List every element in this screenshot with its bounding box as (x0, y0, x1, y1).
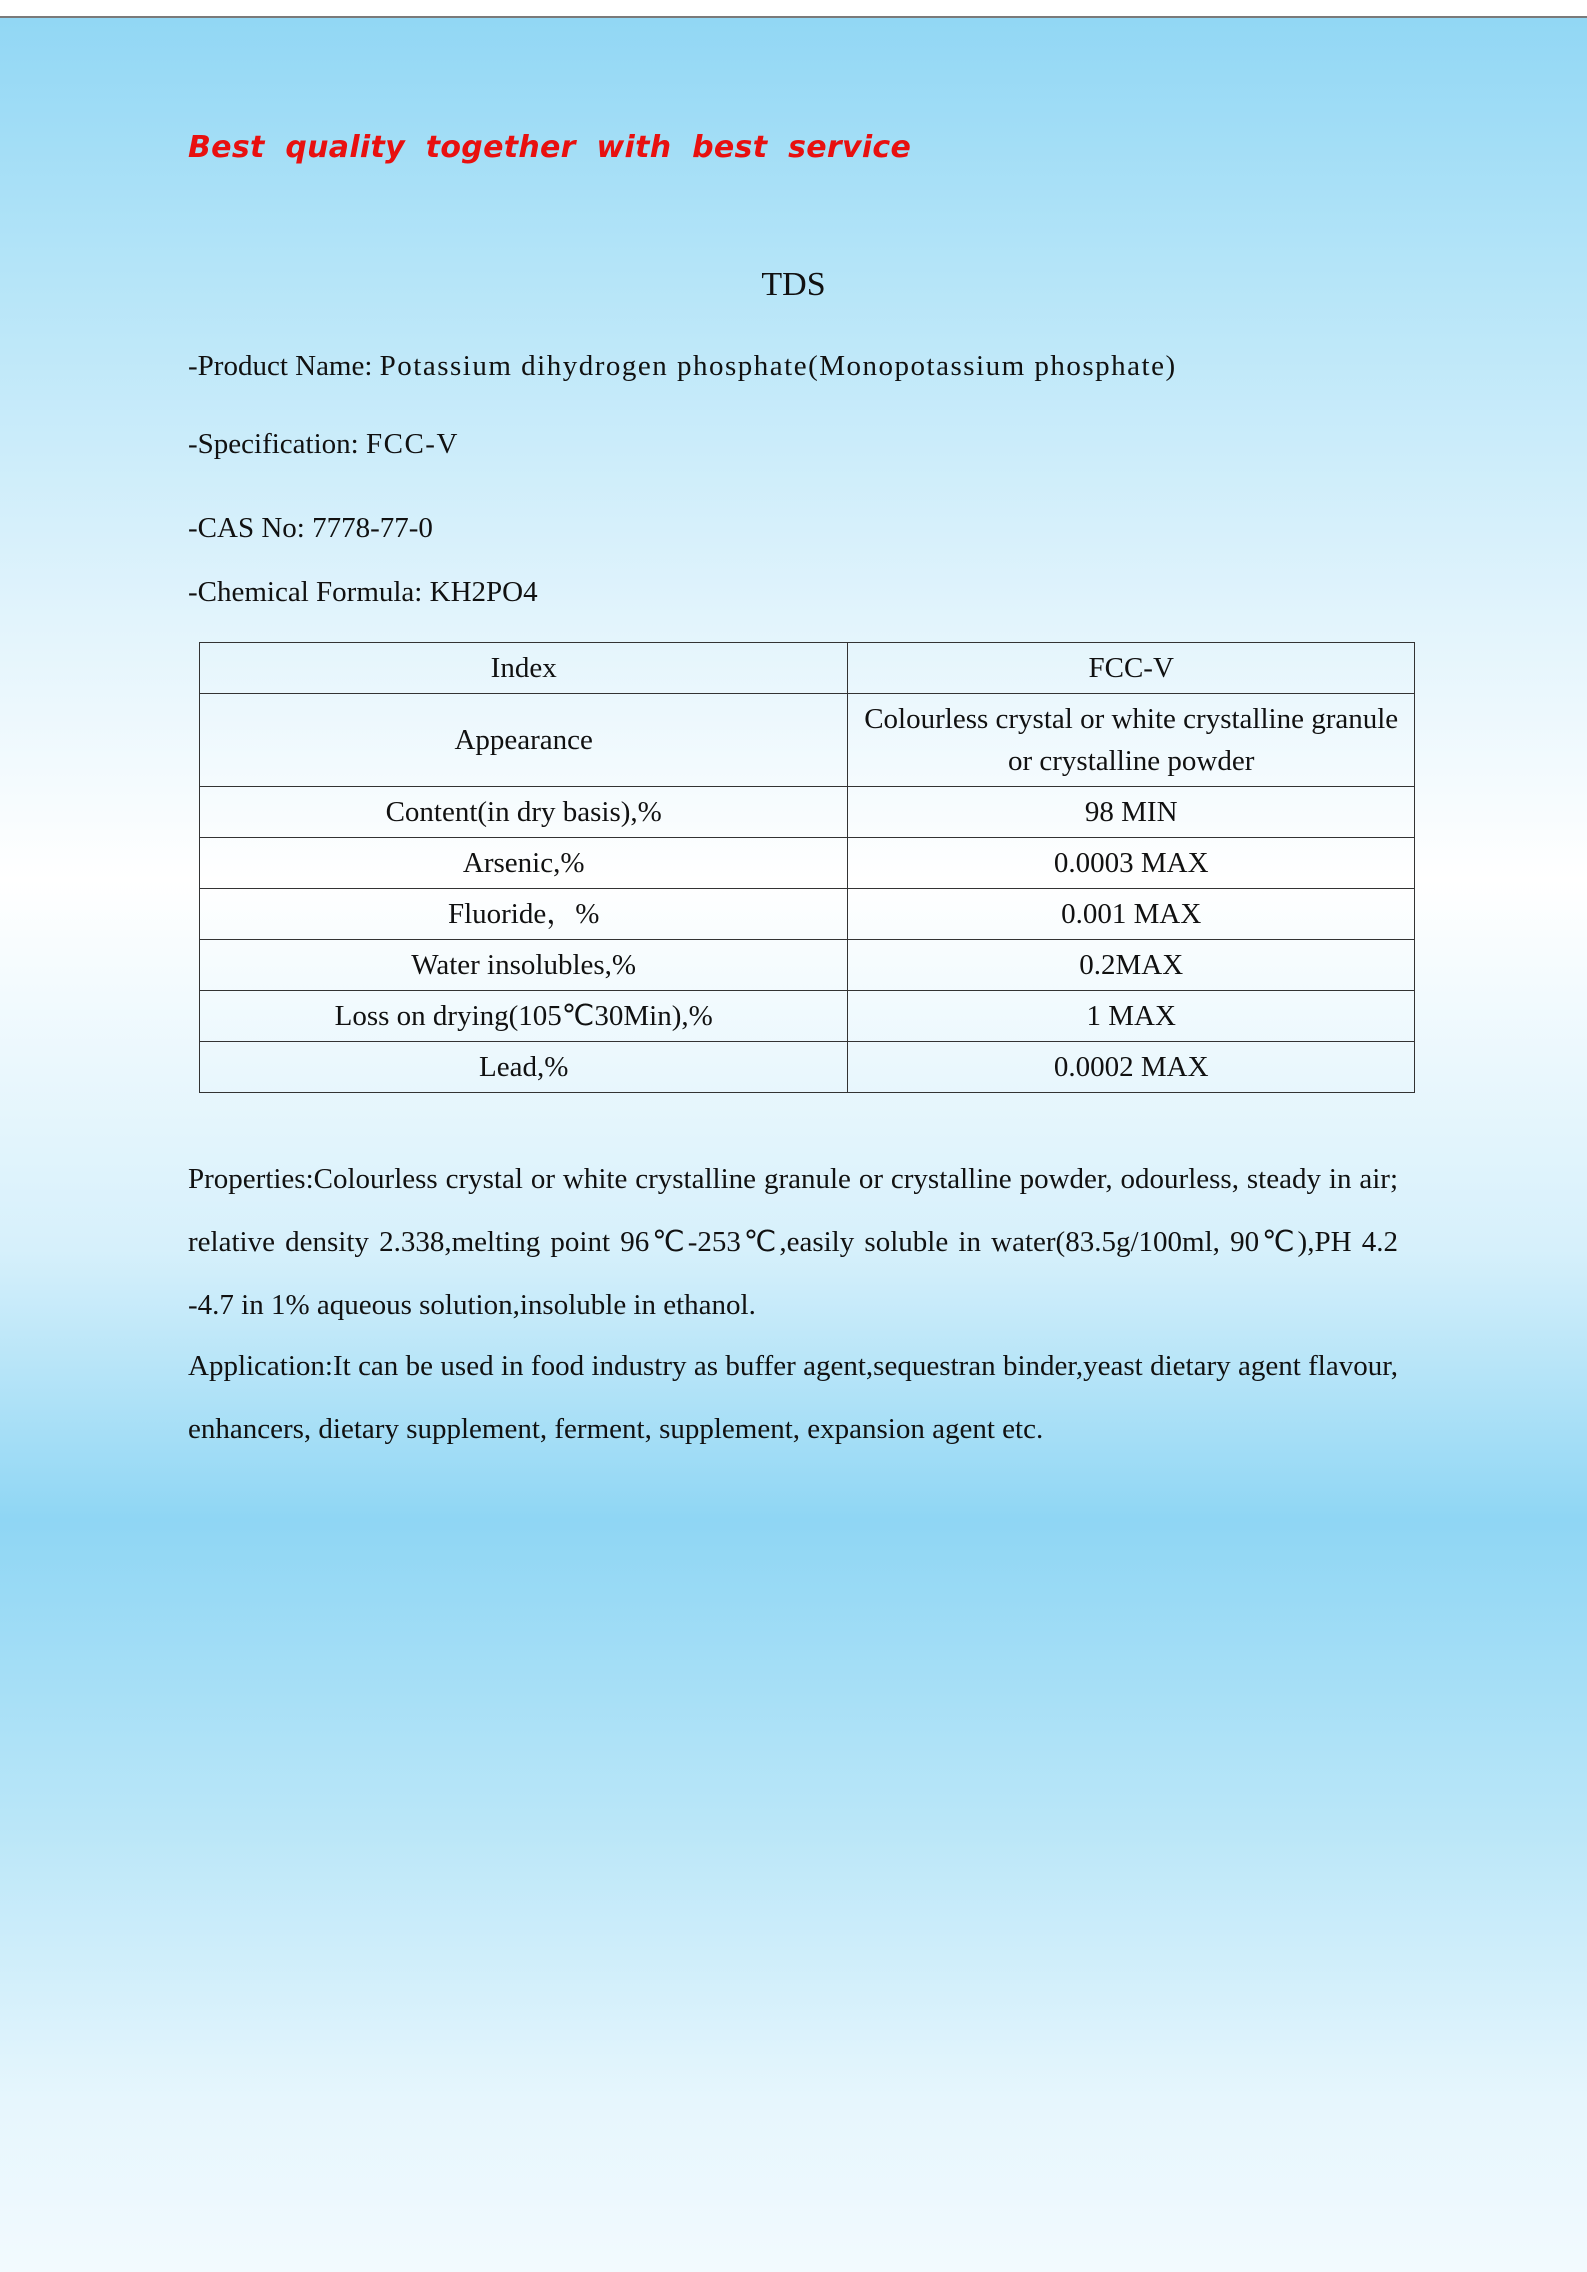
specification-label: -Specification: (188, 428, 366, 460)
table-index-cell: Appearance (200, 694, 848, 787)
document-title: TDS (761, 266, 826, 303)
formula-field (188, 576, 538, 609)
table-header-cell: Index (200, 643, 848, 694)
table-value-cell: 1 MAX (848, 991, 1415, 1042)
table-index-cell: Lead,% (200, 1042, 848, 1093)
slogan: Best quality together with best service (188, 130, 912, 165)
table-row (200, 838, 1415, 889)
table-index-cell: Arsenic,% (200, 838, 848, 889)
table-index-cell: Content(in dry basis),% (200, 787, 848, 838)
table-value-cell: 0.0002 MAX (848, 1042, 1415, 1093)
table-row (200, 1042, 1415, 1093)
product-name-value: Potassium dihydrogen phosphate(Monopotassium phosphate) (379, 350, 1177, 382)
table-value-cell: 0.2MAX (848, 940, 1415, 991)
product-name-label: -Product Name: (188, 350, 380, 382)
application-paragraph: Application:It can be used in food industry as buffer agent,sequestran binder,yeast dietary agent flavour, enhancers, dietary supplement, ferment, supplement, expansion agent etc. (188, 1350, 1398, 1445)
table-value-cell: 98 MIN (848, 787, 1415, 838)
table-row (200, 787, 1415, 838)
table-row (200, 991, 1415, 1042)
formula-label: -Chemical Formula: (188, 576, 430, 608)
table-row (200, 940, 1415, 991)
cas-value: 7778-77-0 (312, 512, 433, 544)
page-top-edge (0, 0, 1587, 18)
table-index-cell: Loss on drying(105℃30Min),% (200, 991, 848, 1042)
formula-value: KH2PO4 (429, 576, 538, 608)
properties-paragraph: Properties:Colourless crystal or white crystalline granule or crystalline powder, odourless, steady in air; relative density 2.338,melting point 96℃-253℃,easily soluble in water(83.5g/100ml, 90℃),PH 4.2 -4.7 in 1% aqueous solution,insoluble in ethanol. (188, 1163, 1398, 1321)
table-value-cell: 0.0003 MAX (848, 838, 1415, 889)
table-value-cell: Colourless crystal or white crystalline granule or crystalline powder (848, 694, 1415, 787)
cas-label: -CAS No: (188, 512, 313, 544)
specification-field (188, 428, 459, 461)
spec-table (199, 642, 1415, 1093)
table-header-cell: FCC-V (848, 643, 1415, 694)
product-name-field (188, 350, 1177, 383)
table-index-cell: Water insolubles,% (200, 940, 848, 991)
table-row (200, 694, 1415, 787)
table-row (200, 889, 1415, 940)
table-index-cell: Fluoride，% (200, 889, 848, 940)
table-header-row (200, 643, 1415, 694)
specification-value: FCC-V (365, 428, 459, 460)
cas-field (188, 512, 433, 545)
table-value-cell: 0.001 MAX (848, 889, 1415, 940)
